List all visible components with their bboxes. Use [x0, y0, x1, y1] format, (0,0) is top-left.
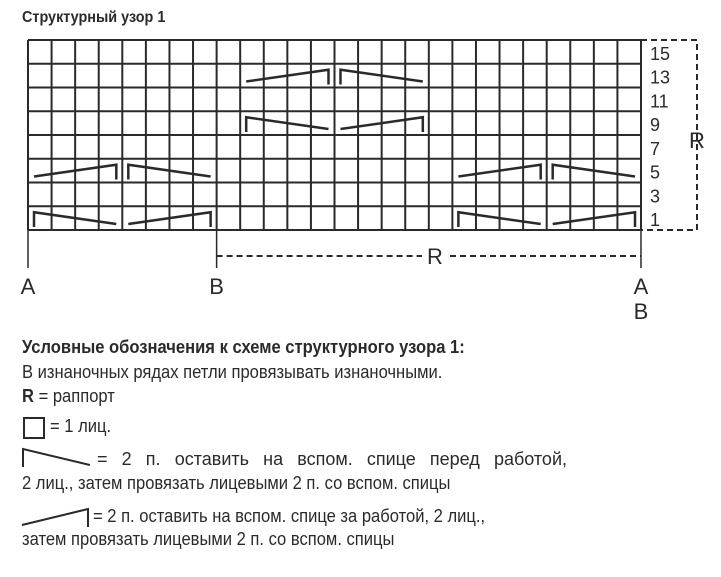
row-label: 11 — [650, 91, 669, 112]
chart-grid — [28, 40, 641, 230]
marker-label-b: B — [633, 299, 649, 324]
row-label: 13 — [650, 67, 671, 88]
legend-note: В изнаночных рядах петли провязывать изнаночными. — [22, 362, 443, 382]
legend-back-text-1: = 2 п. оставить на вспом. спице за работой, 2 лиц., — [93, 506, 486, 526]
row-label: 15 — [650, 43, 671, 64]
marker-label-a: A — [633, 274, 649, 299]
repeat-text: = раппорт — [38, 386, 115, 406]
marker-label-a: A — [20, 274, 36, 299]
repeat-label-horizontal: R — [427, 244, 443, 269]
row-label: 7 — [650, 138, 661, 159]
row-label: 3 — [650, 186, 661, 207]
repeat-symbol: R — [22, 386, 34, 406]
row-label: 5 — [650, 162, 661, 183]
marker-label-b: B — [209, 274, 224, 299]
legend-heading: Условные обозначения к схеме структурного узора 1: — [22, 337, 465, 357]
legend-repeat — [22, 386, 115, 407]
front-cross-icon — [20, 445, 90, 471]
column-markers — [21, 230, 649, 324]
legend-front-text-2: 2 лиц., затем провязать лицевыми 2 п. со вспом. спицы — [22, 473, 451, 493]
knit-square-icon — [23, 417, 45, 439]
back-cross-icon — [20, 503, 92, 529]
row-label: 1 — [650, 210, 661, 230]
row-labels — [650, 44, 670, 230]
repeat-label-vertical: R — [689, 128, 705, 153]
row-label: 9 — [650, 115, 661, 135]
legend-front-text-1: = 2 п. оставить на вспом. спице перед работой, — [97, 449, 567, 469]
legend-back-text-2: затем провязать лицевыми 2 п. со вспом. спицы — [22, 529, 395, 549]
legend-square-text: = 1 лиц. — [50, 416, 112, 436]
chart-title: Структурный узор 1 — [22, 9, 166, 26]
